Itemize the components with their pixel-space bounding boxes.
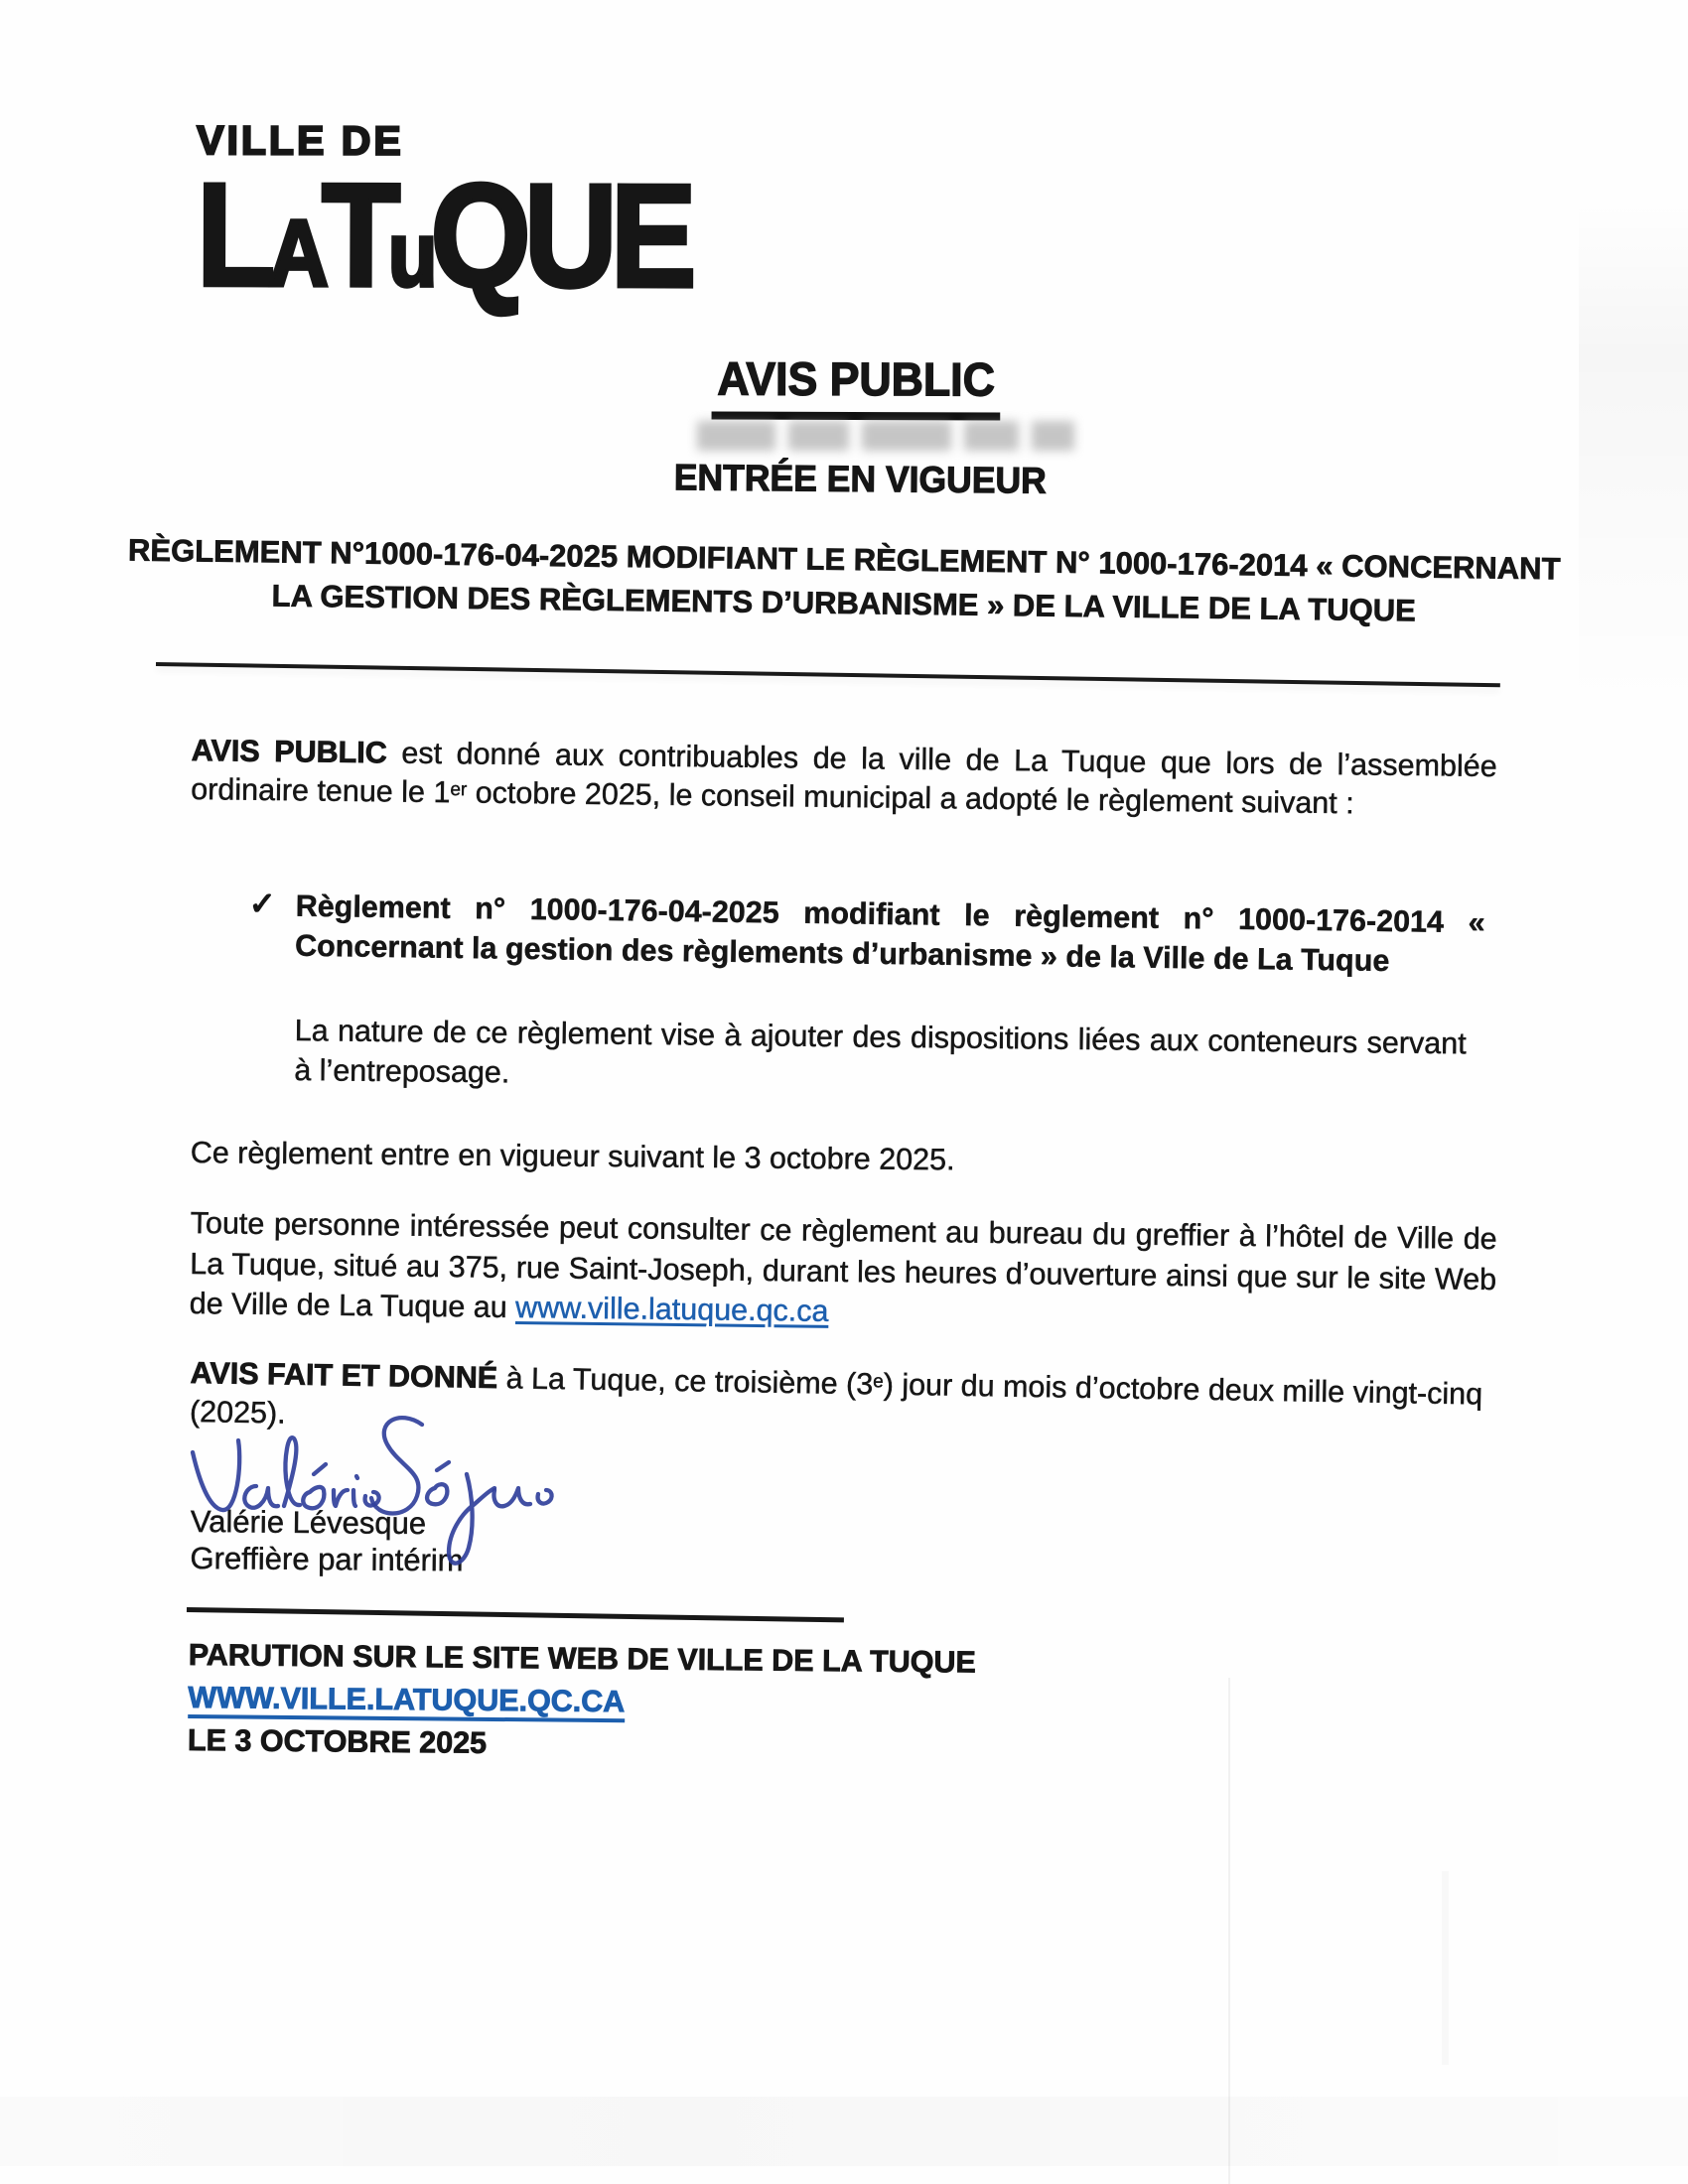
regulation-heading [98, 528, 1589, 635]
scan-shadow-artifact [0, 2097, 1688, 2166]
notice-title-wrap [0, 351, 1688, 420]
intro-paragraph-text-b: octobre 2025, le conseil municipal a adopté le règlement suivant : [467, 774, 1354, 820]
closing-statement-lead: AVIS FAIT ET DONNÉ [190, 1355, 498, 1396]
closing-statement-text-b: ) jour du mois d’octobre deux mille vingt-cinq (2025). [189, 1367, 1483, 1431]
regulation-bullet-text: Règlement n° 1000-176-04-2025 modifiant le règlement n° 1000-176-2014 « Concernant la gestion des règlements d’urbanisme » de la Ville de La Tuque [294, 888, 1485, 979]
intro-paragraph-text-a: est donné aux contribuables de la ville de La Tuque que lors de l’assemblée ordinaire tenue le 1 [191, 736, 1497, 809]
ordinal-superscript: e [873, 1371, 884, 1393]
ordinal-superscript: er [450, 778, 468, 800]
signer-block [190, 1503, 464, 1578]
signer-title: Greffière par intérim [190, 1540, 464, 1578]
footer-website-link[interactable]: WWW.VILLE.LATUQUE.QC.CA [188, 1681, 625, 1722]
signer-name: Valérie Lévesque [190, 1504, 427, 1542]
checkmark-icon: ✓ [248, 886, 276, 922]
scan-line-artifact [1442, 1871, 1449, 2065]
regulation-heading-line2: LA GESTION DES RÈGLEMENTS D’URBANISME » DE LA VILLE DE LA TUQUE [271, 578, 1417, 628]
logo-letter: QUE [430, 153, 690, 319]
scan-bleed-artifact [697, 421, 1074, 455]
regulation-bullet-item [248, 886, 1485, 982]
notice-subtitle-wrap [0, 459, 1688, 500]
publication-note: PARUTION SUR LE SITE WEB DE VILLE DE LA TUQUE [188, 1637, 976, 1680]
notice-title: AVIS PUBLIC [711, 350, 1000, 420]
regulation-heading-line1: RÈGLEMENT N°1000-176-04-2025 MODIFIANT LE RÈGLEMENT N° 1000-176-2014 « CONCERNANT [127, 532, 1561, 587]
closing-statement [190, 1354, 1516, 1452]
logo-letter: L [196, 153, 269, 318]
logo-line2 [196, 153, 690, 319]
consultation-text: Toute personne intéressée peut consulter ce règlement au bureau du greffier à l’hôtel de Ville de La Tuque, situé au 375, rue Saint-Joseph, durant les heures d’ouverture ainsi que sur le site Web de Ville de La Tuque au [189, 1205, 1497, 1325]
logo-line1: VILLE DE [197, 117, 404, 164]
consultation-paragraph [190, 1203, 1497, 1340]
intro-paragraph [191, 732, 1497, 824]
publication-date: LE 3 OCTOBRE 2025 [187, 1722, 488, 1760]
intro-paragraph-lead: AVIS PUBLIC [191, 733, 387, 770]
logo-letter: A [268, 201, 322, 307]
effective-date-paragraph: Ce règlement entre en vigueur suivant le 3 octobre 2025. [190, 1135, 955, 1177]
ville-de-la-tuque-logo [196, 116, 758, 319]
logo-letter: T [321, 153, 394, 318]
horizontal-rule [156, 662, 1500, 687]
closing-statement-text-a: à La Tuque, ce troisième (3 [496, 1361, 874, 1402]
publication-footer [188, 1634, 976, 1770]
logo-letter: u [387, 204, 431, 306]
scan-smudge-artifact [1579, 199, 1688, 715]
website-link[interactable]: www.ville.latuque.qc.ca [514, 1291, 829, 1328]
nature-paragraph: La nature de ce règlement vise à ajouter des dispositions liées aux conteneurs servant à l’entreposage. [294, 1013, 1467, 1090]
notice-subtitle: ENTRÉE EN VIGUEUR [673, 457, 1047, 501]
footer-rule [187, 1607, 844, 1622]
